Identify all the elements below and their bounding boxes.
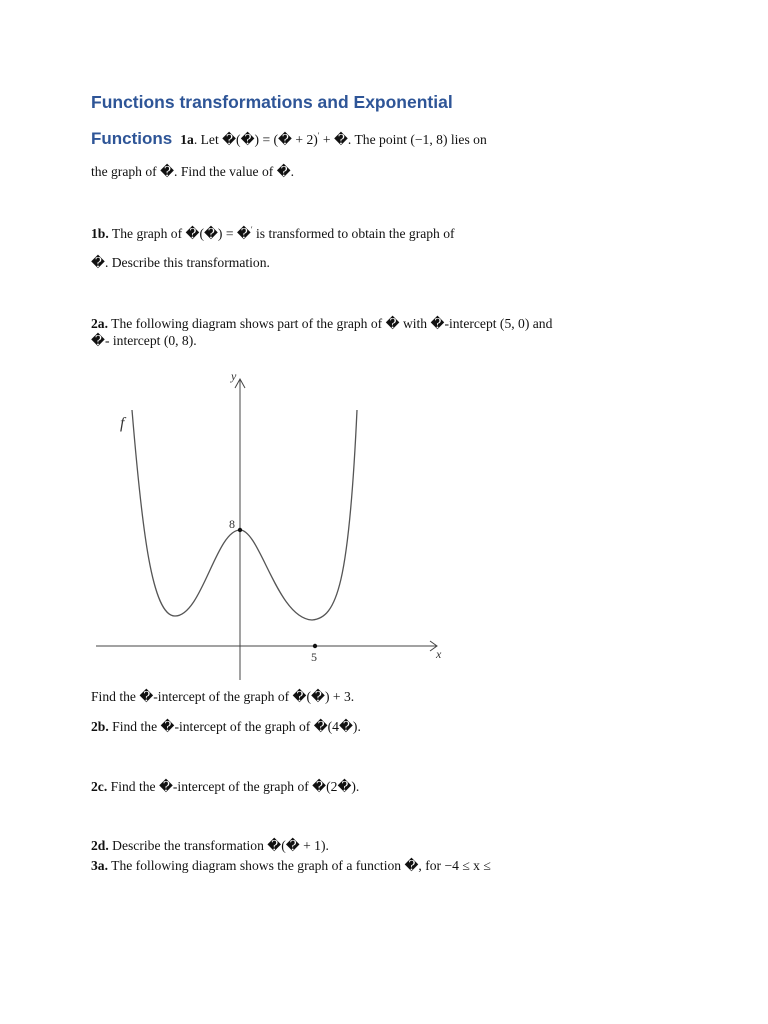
q1a-label: 1a	[180, 132, 194, 147]
q2b-label: 2b.	[91, 719, 109, 734]
q1b-line2: �. Describe this transformation.	[91, 255, 270, 270]
q2a-line2: �- intercept (0, 8).	[91, 333, 197, 348]
q2b-text: Find the �-intercept of the graph of �(4�).	[108, 719, 361, 734]
function-graph	[90, 362, 450, 684]
q1a-line1-pre: . Let �(�) = (� + 2)	[193, 132, 318, 147]
section-heading: Functions	[91, 129, 173, 148]
q1a-line1-post: + �. The point (−1, 8) lies on	[319, 132, 487, 147]
y-intercept-label: 8	[229, 517, 235, 531]
q2d-label: 2d.	[91, 838, 109, 853]
q2c-text: Find the �-intercept of the graph of �(2�).	[107, 779, 360, 794]
x-intercept-label: 5	[311, 650, 317, 664]
q2a-line1: The following diagram shows part of the graph of � with �-intercept (5, 0) and	[108, 316, 553, 331]
question-1a	[91, 129, 487, 149]
q1b-line1-pre: The graph of �(�) = �	[108, 226, 251, 241]
question-1b	[91, 225, 455, 242]
q3a-label: 3a.	[91, 858, 108, 873]
y-axis-label: y	[231, 369, 237, 383]
q2d-text: Describe the transformation �(� + 1).	[108, 838, 329, 853]
q1a-line2: the graph of �. Find the value of �.	[91, 164, 295, 179]
question-3a	[91, 858, 491, 874]
q1b-label: 1b.	[91, 226, 109, 241]
curve-label: f	[120, 415, 125, 432]
q2a-question: Find the �-intercept of the graph of �(�) + 3.	[91, 689, 355, 704]
q2c-label: 2c.	[91, 779, 108, 794]
q3a-text: The following diagram shows the graph of a function �, for −4 ≤ x ≤	[108, 858, 491, 873]
curve-f	[132, 410, 357, 620]
question-2a	[91, 316, 552, 332]
page-title: Functions transformations and Exponential	[91, 92, 453, 112]
y-intercept-point	[238, 528, 242, 532]
q1b-exponent: ′	[250, 225, 253, 234]
q1b-line1-post: is transformed to obtain the graph of	[252, 226, 455, 241]
q1a-exponent: ′	[317, 131, 320, 140]
question-2b	[91, 719, 361, 735]
x-axis-label: x	[436, 647, 442, 661]
x-intercept-point	[313, 644, 317, 648]
q2a-label: 2a.	[91, 316, 108, 331]
question-2d	[91, 838, 329, 854]
question-2c	[91, 779, 359, 795]
